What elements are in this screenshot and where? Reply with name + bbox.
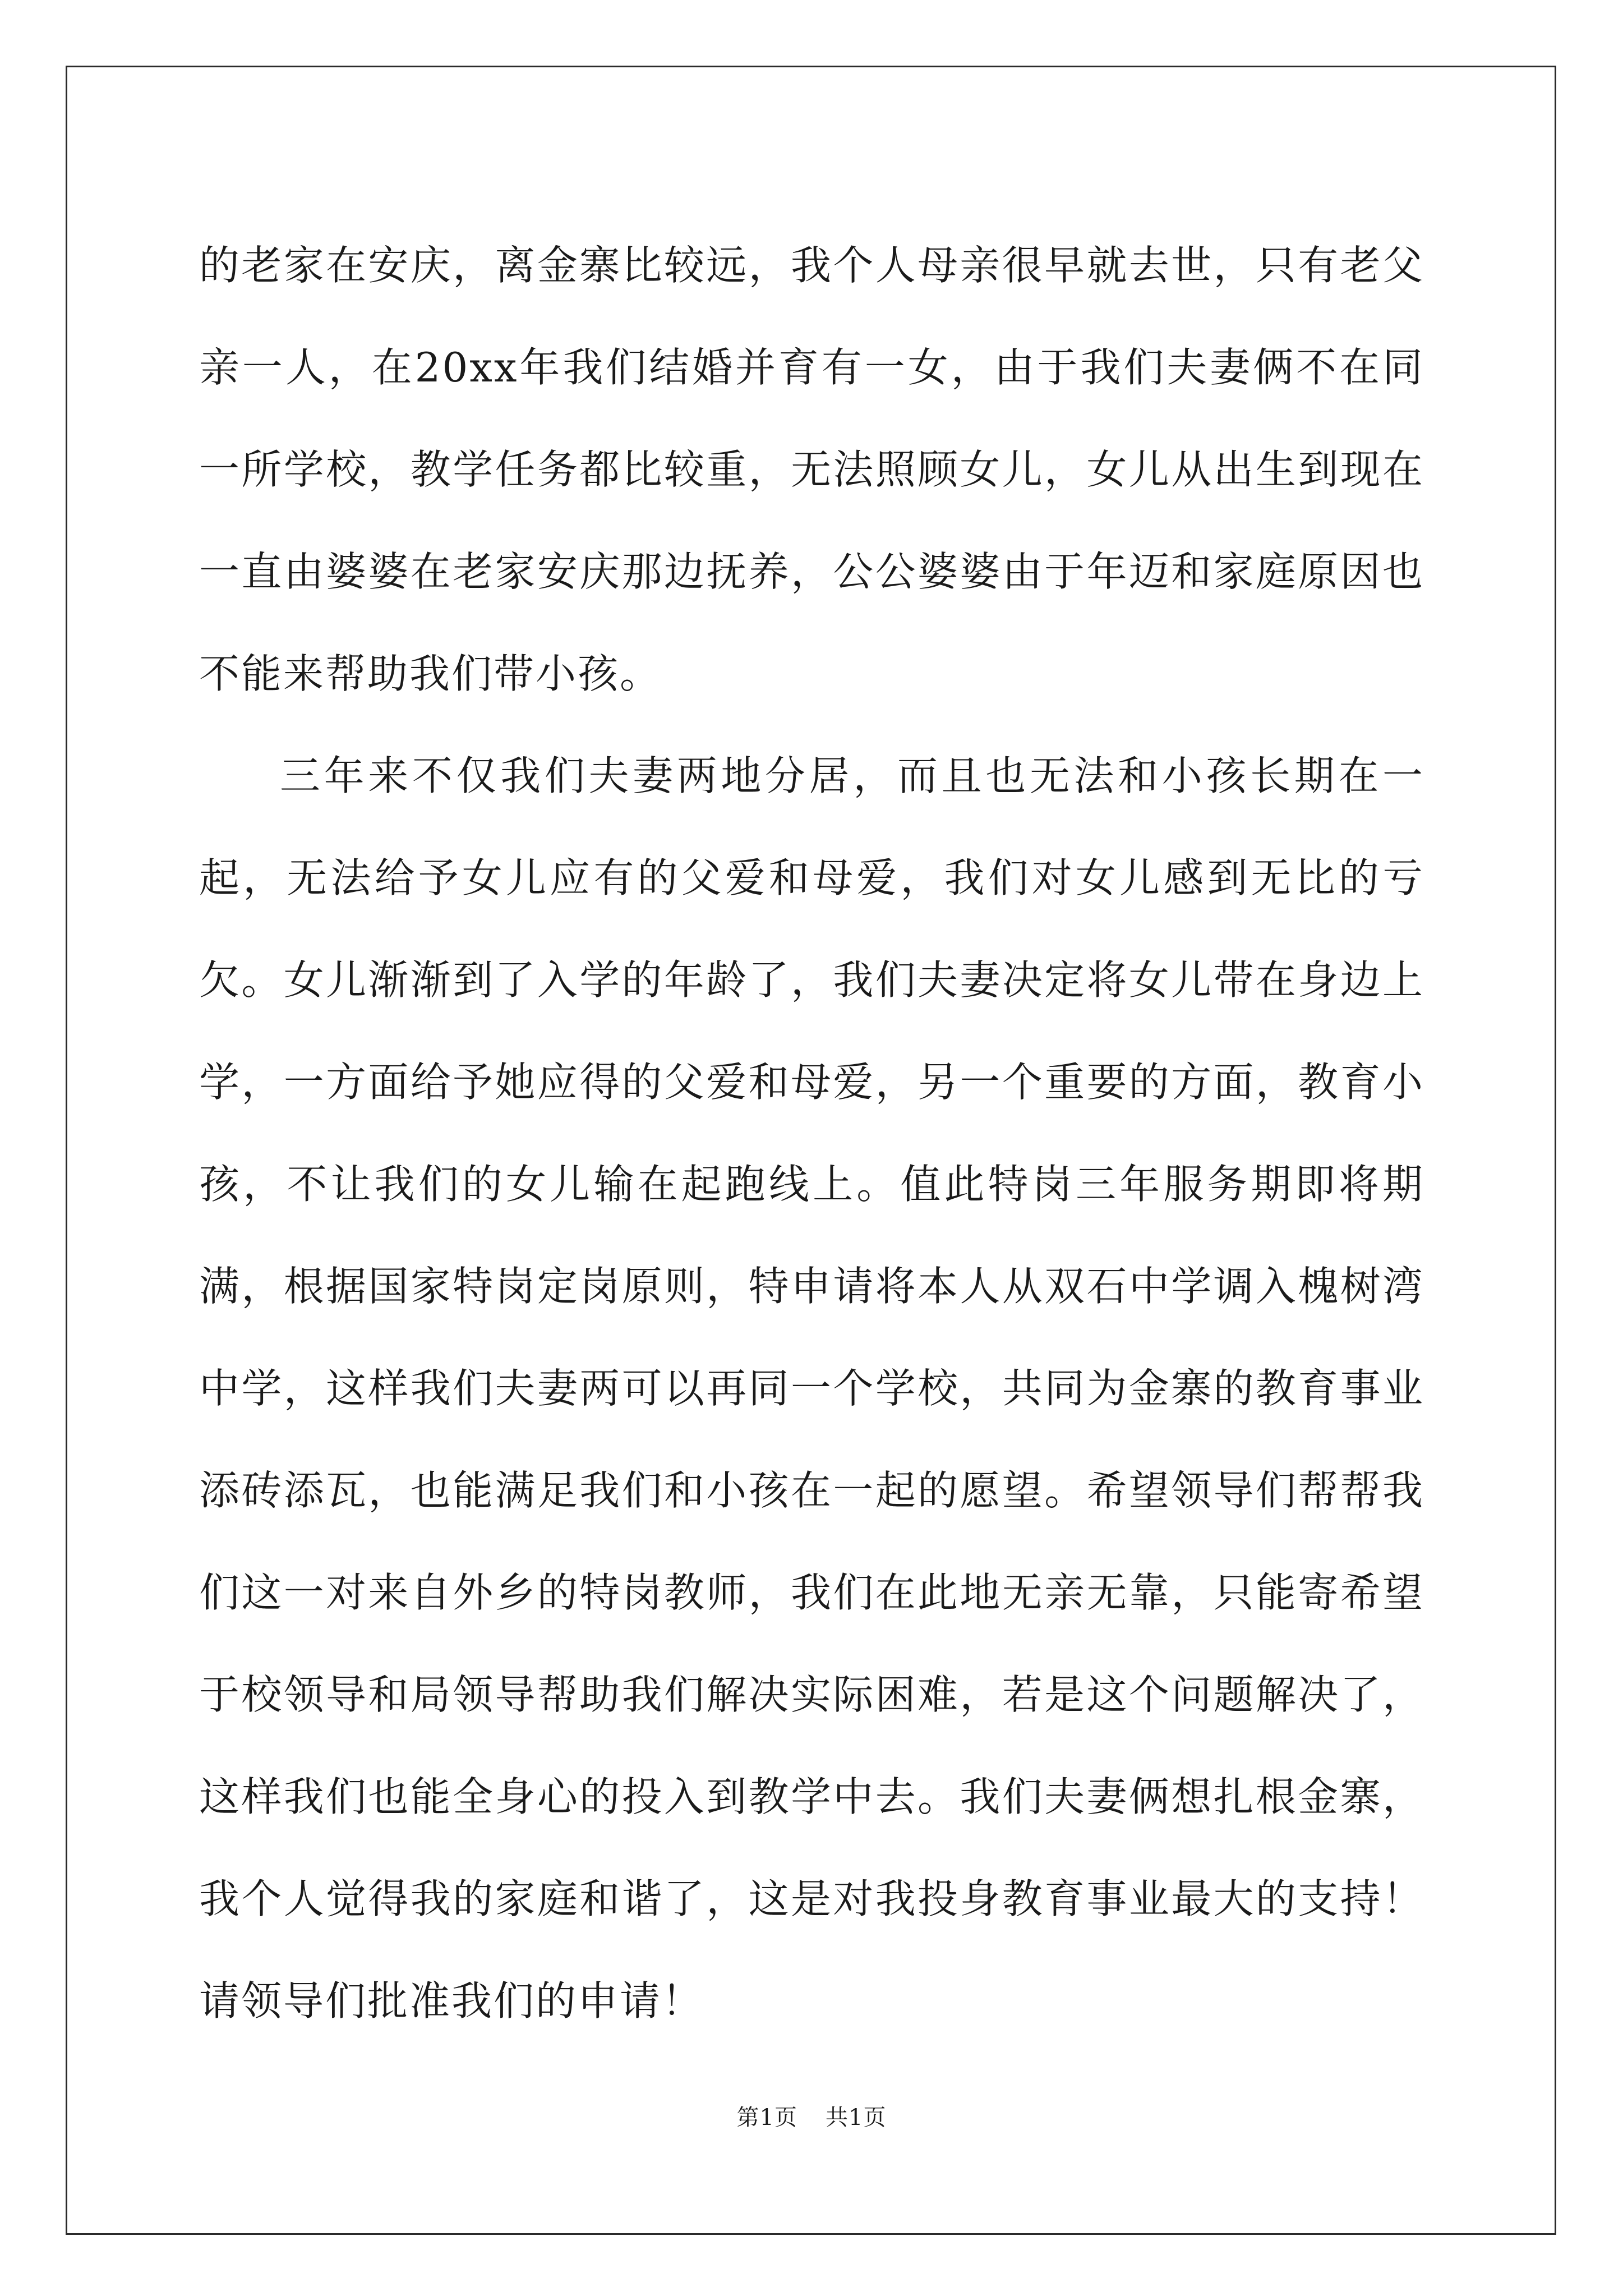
page-total: 共1页: [826, 2105, 887, 2131]
page-footer: [0, 2101, 1623, 2134]
page-number: 第1页: [736, 2105, 797, 2131]
paragraph-2: 三年来不仅我们夫妻两地分居，而且也无法和小孩长期在一起，无法给予女儿应有的父爱和母爱，我们对女儿感到无比的亏欠。女儿渐渐到了入学的年龄了，我们夫妻决定将女儿带在身边上学，一方面给予她应得的父爱和母爱，另一个重要的方面，教育小孩，不让我们的女儿输在起跑线上。值此特岗三年服务期即将期满，根据国家特岗定岗原则，特申请将本人从双石中学调入槐树湾中学，这样我们夫妻两可以再同一个学校，共同为金寨的教育事业添砖添瓦，也能满足我们和小孩在一起的愿望。希望领导们帮帮我们这一对来自外乡的特岗教师，我们在此地无亲无靠，只能寄希望于校领导和局领导帮助我们解决实际困难，若是这个问题解决了，这样我们也能全身心的投入到教学中去。我们夫妻俩想扎根金寨，我个人觉得我的家庭和谐了，这是对我投身教育事业最大的支持！请领导们批准我们的申请！: [199, 752, 1424, 2024]
paragraph-1: 的老家在安庆，离金寨比较远，我个人母亲很早就去世，只有老父亲一人，在20xx年我们结婚并育有一女，由于我们夫妻俩不在同一所学校，教学任务都比较重，无法照顾女儿，女儿从出生到现在一直由婆婆在老家安庆那边抚养，公公婆婆由于年迈和家庭原因也不能来帮助我们带小孩。: [199, 242, 1424, 697]
document-body: [199, 214, 1424, 2052]
